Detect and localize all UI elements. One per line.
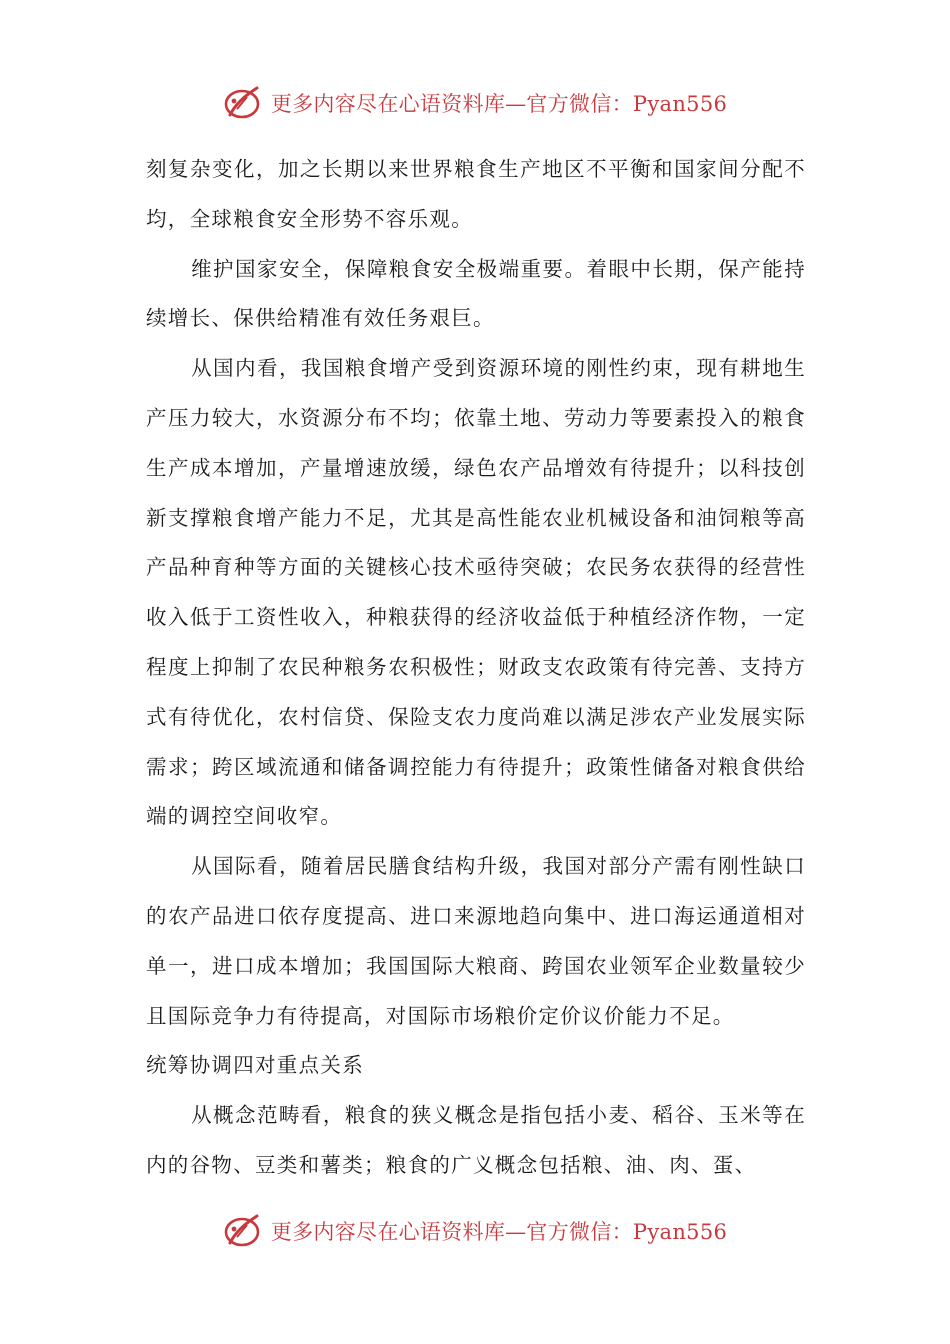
- paragraph: 从概念范畴看，粮食的狭义概念是指包括小麦、稻谷、玉米等在内的谷物、豆类和薯类；粮食的广义概念包括粮、油、肉、蛋、: [146, 1103, 806, 1177]
- paragraph: 维护国家安全，保障粮食安全极端重要。着眼中长期，保产能持续增长、保供给精准有效任务艰巨。: [146, 256, 806, 331]
- paragraph-continuation: 刻复杂变化，加之长期以来世界粮食生产地区不平衡和国家间分配不均，全球粮食安全形势不容乐观。: [146, 157, 806, 231]
- header-banner-text: 更多内容尽在心语资料库—官方微信：Pyan556: [270, 92, 728, 116]
- footer-banner: [0, 1208, 950, 1254]
- pen-logo-icon: [223, 1211, 263, 1251]
- paragraph: 从国内看，我国粮食增产受到资源环境的刚性约束，现有耕地生产压力较大，水资源分布不均；依靠土地、劳动力等要素投入的粮食生产成本增加，产量增速放缓，绿色农产品增效有待提升；以科技创新支撑粮食增产能力不足，尤其是高性能农业机械设备和油饲粮等高产品种育种等方面的关键核心技术亟待突破；农民务农获得的经营性收入低于工资性收入，种粮获得的经济收益低于种植经济作物，一定程度上抑制了农民种粮务农积极性；财政支农政策有待完善、支持方式有待优化，农村信贷、保险支农力度尚难以满足涉农产业发展实际需求；跨区域流通和储备调控能力有待提升；政策性储备对粮食供给端的调控空间收窄。: [146, 356, 806, 829]
- paragraph: 从国际看，随着居民膳食结构升级，我国对部分产需有刚性缺口的农产品进口依存度提高、进口来源地趋向集中、进口海运通道相对单一，进口成本增加；我国国际大粮商、跨国农业领军企业数量较少且国际竞争力有待提高，对国际市场粮价定价议价能力不足。: [146, 854, 806, 1028]
- document-body: [146, 145, 806, 1191]
- pen-logo-icon: [223, 83, 263, 123]
- header-banner: [0, 80, 950, 126]
- section-heading: 统筹协调四对重点关系: [146, 1053, 364, 1078]
- footer-banner-text: 更多内容尽在心语资料库—官方微信：Pyan556: [270, 1220, 728, 1244]
